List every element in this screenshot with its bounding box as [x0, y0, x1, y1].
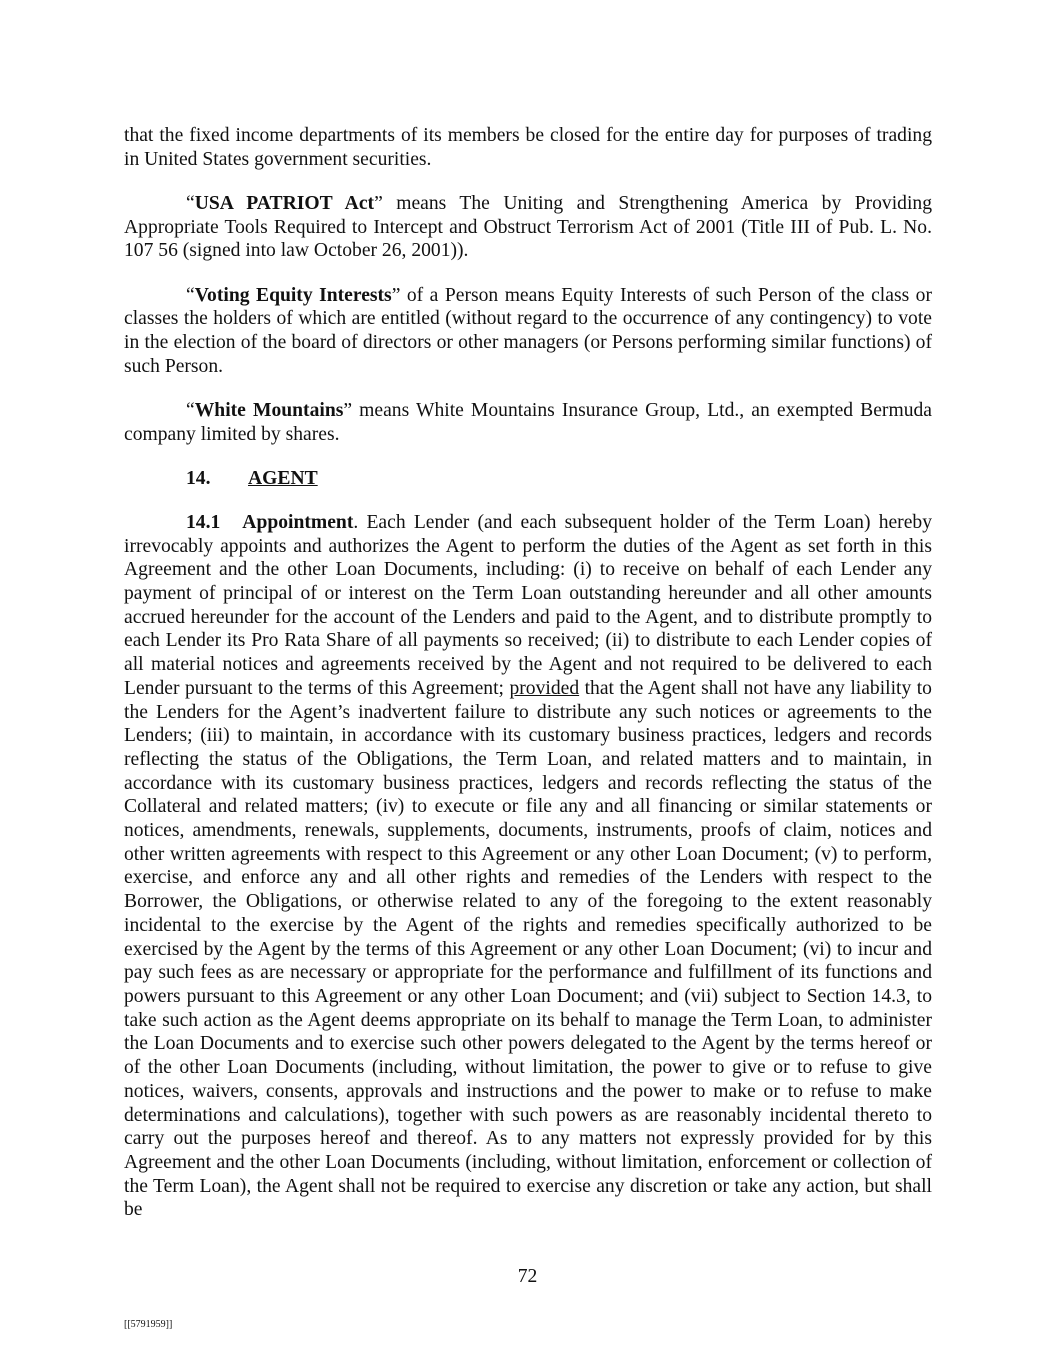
page-number: 72	[517, 1266, 538, 1287]
defined-term: USA PATRIOT Act	[194, 192, 375, 214]
definition-white-mountains	[124, 399, 932, 446]
document-id: [[5791959]]	[124, 1319, 173, 1330]
definition-text: of a Person means Equity Interests of such Person of the class or classes the holders of which are entitled (without regard to the occurrence of any contingency) to vote in the election of the board of directors or other managers (or Persons performing similar functions) of such Person.	[124, 284, 933, 377]
definition-text: means The Uniting and Strengthening America by Providing Appropriate Tools Required to Intercept and Obstruct Terrorism Act of 2001 (Title III of Pub. L. No. 107 56 (signed into law October 26, 2001)).	[124, 192, 933, 262]
close-quote: ”	[391, 284, 401, 306]
close-quote: ”	[374, 192, 383, 214]
subsection-title: Appointment	[242, 511, 354, 533]
defined-term: White Mountains	[194, 399, 344, 421]
definition-text: means White Mountains Insurance Group, Ltd., an exempted Bermuda company limited by shares.	[124, 399, 932, 445]
close-quote: ”	[343, 399, 353, 421]
definition-usa-patriot-act	[124, 192, 932, 263]
underlined-term: provided	[509, 677, 580, 699]
open-quote: “	[186, 399, 195, 421]
section-title: AGENT	[248, 467, 318, 489]
appointment-text-before: . Each Lender (and each subsequent holder of the Term Loan) hereby irrevocably appoints and authorizes the Agent to perform the duties of the Agent as set forth in this Agreement and the other Loan Documents, including: (i) to receive on behalf of each Lender any payment of principal of or interest on the Term Loan outstanding hereunder and all other amounts accrued hereunder for the account of the Lenders and paid to the Agent, and to distribute promptly to each Lender its Pro Rata Share of all payments so received; (ii) to distribute to each Lender copies of all material notices and agreements received by the Agent and not required to be delivered to each Lender pursuant to the terms of this Agreement;	[124, 511, 932, 699]
paragraph-continuation: that the fixed income departments of its members be closed for the entire day for purposes of trading in United States government securities.	[124, 125, 932, 170]
open-quote: “	[186, 284, 195, 306]
document-body	[124, 124, 932, 1243]
section-number: 14.	[186, 467, 211, 489]
subsection-appointment	[124, 511, 932, 1222]
appointment-text-after: that the Agent shall not have any liability to the Lenders for the Agent’s inadvertent failure to distribute any such notices or agreements to the Lenders; (iii) to maintain, in accordance with its customary business practices, ledgers and records reflecting the status of the Obligations, the Term Loan, and related matters and to maintain, in accordance with its customary business practices, ledgers and records reflecting the status of the Collateral and related matters; (iv) to execute or file any and all financing or similar statements or notices, amendments, renewals, supplements, documents, instruments, proofs of claim, notices and other written agreements with respect to this Agreement or any other Loan Document; (v) to perform, exercise, and enforce any and all other rights and remedies of the Lenders with respect to the Borrower, the Obligations, or otherwise related to any of the foregoing to the extent reasonably incidental to the exercise by the Agent of the rights and remedies specifically authorized to be exercised by the Agent by the terms of this Agreement or any other Loan Document; (vi) to incur and pay such fees as are necessary or appropriate for the performance and fulfillment of its functions and powers pursuant to this Agreement or any other Loan Document; and (vii) subject to Section 14.3, to take such action as the Agent deems appropriate on its behalf to manage the Term Loan, to administer the Loan Documents and to exercise such other powers delegated to the Agent by the terms hereof or of the other Loan Documents (including, without limitation, the power to give or to refuse to give notices, waivers, consents, approvals and instructions and the power to make or to refuse to make determinations and calculations), together with such powers as are reasonably incidental thereto to carry out the purposes hereof and thereof. As to any matters not expressly provided for by this Agreement and the other Loan Documents (including, without limitation, enforcement or collection of the Term Loan), the Agent shall not be required to exercise any discretion or take any action, but shall be	[124, 677, 932, 1221]
subsection-number: 14.1	[186, 511, 221, 533]
definition-voting-equity-interests	[124, 284, 932, 379]
defined-term: Voting Equity Interests	[194, 284, 392, 306]
section-heading	[186, 467, 932, 491]
open-quote: “	[186, 192, 195, 214]
